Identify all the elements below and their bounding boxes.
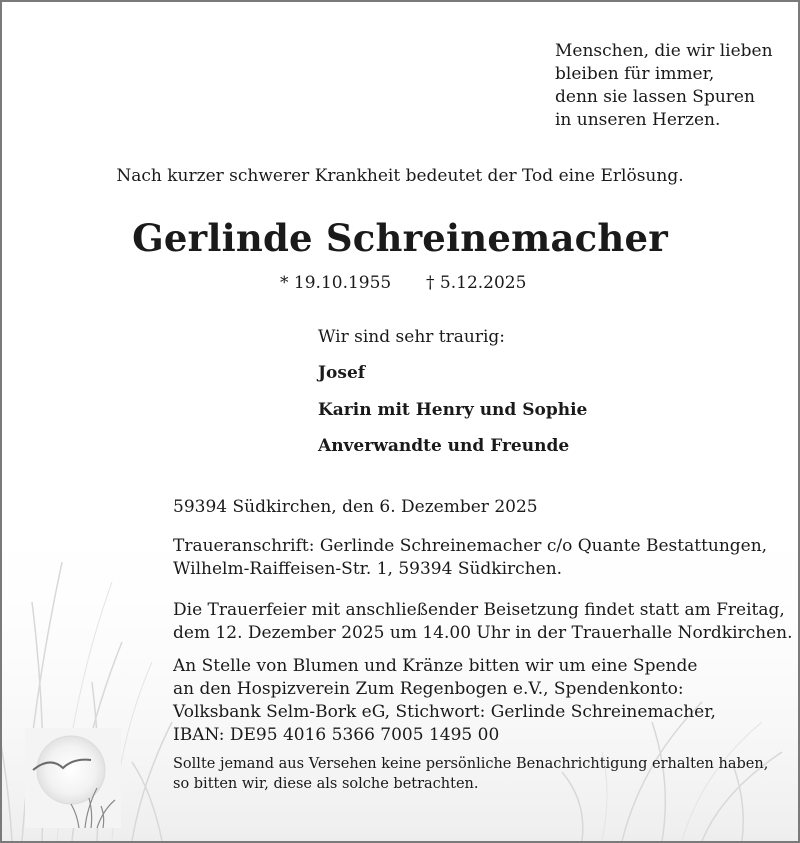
place-date: 59394 Südkirchen, den 6. Dezember 2025 — [173, 497, 538, 517]
funeral-info — [173, 599, 793, 645]
intro-text: Nach kurzer schwerer Krankheit bedeutet der Tod eine Erlösung. — [116, 166, 684, 186]
address-line: Wilhelm-Raiffeisen-Str. 1, 59394 Südkirchen. — [173, 559, 563, 579]
mourner-entry: Karin mit Henry und Sophie — [318, 400, 588, 420]
funeral-line: dem 12. Dezember 2025 um 14.00 Uhr in der Trauerhalle Nordkirchen. — [173, 623, 793, 643]
donation-line: Volksbank Selm-Bork eG, Stichwort: Gerlinde Schreinemacher, — [173, 702, 716, 722]
poem-verse — [555, 40, 773, 132]
poem-line: in unseren Herzen. — [555, 110, 721, 130]
donation-info — [173, 655, 716, 747]
notice-line: so bitten wir, diese als solche betrachten. — [173, 776, 479, 792]
birth-date: * 19.10.1955 — [280, 273, 392, 293]
funeral-line: Die Trauerfeier mit anschließender Beisetzung findet statt am Freitag, — [173, 600, 785, 620]
deceased-name: Gerlinde Schreinemacher — [132, 216, 668, 260]
poem-line: bleiben für immer, — [555, 64, 715, 84]
donation-line: An Stelle von Blumen und Kränze bitten wir um eine Spende — [173, 656, 698, 676]
donation-line: IBAN: DE95 4016 5366 7005 1495 00 — [173, 725, 500, 745]
poem-line: denn sie lassen Spuren — [555, 87, 755, 107]
notification-notice — [173, 754, 768, 794]
mourners-intro: Wir sind sehr traurig: — [318, 327, 506, 347]
mourner-entry: Josef — [318, 363, 366, 383]
donation-line: an den Hospizverein Zum Regenbogen e.V., Spendenkonto: — [173, 679, 684, 699]
notice-line: Sollte jemand aus Versehen keine persönliche Benachrichtigung erhalten haben, — [173, 756, 769, 772]
bird-over-grass-icon — [25, 728, 121, 828]
death-date: † 5.12.2025 — [426, 273, 527, 293]
mourner-entry: Anverwandte und Freunde — [318, 436, 570, 456]
mourning-address — [173, 535, 767, 581]
poem-line: Menschen, die wir lieben — [555, 41, 773, 61]
address-line: Traueranschrift: Gerlinde Schreinemacher c/o Quante Bestattungen, — [173, 536, 768, 556]
